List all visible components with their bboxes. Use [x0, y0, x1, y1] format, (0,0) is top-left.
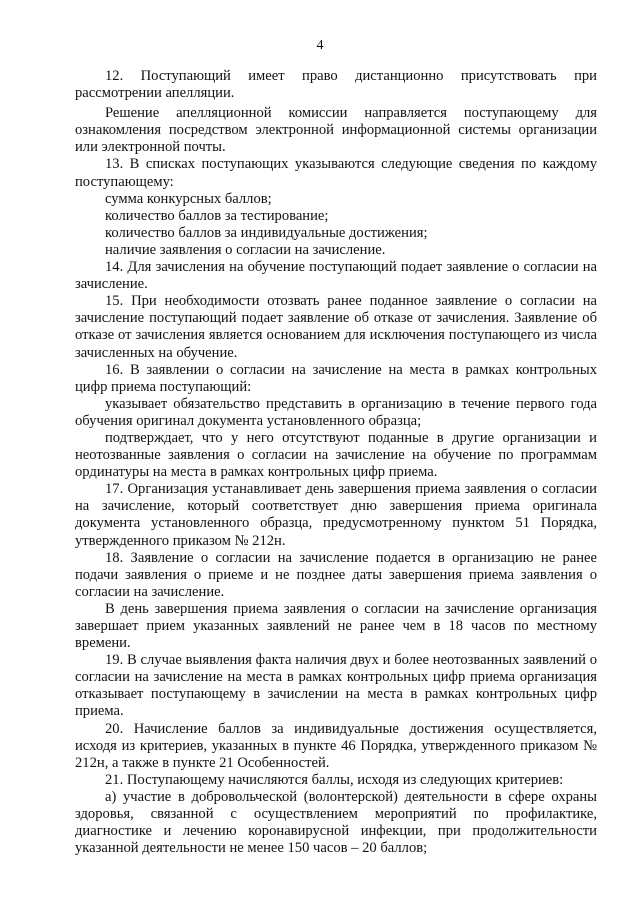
- paragraph-16: 16. В заявлении о согласии на зачисление на места в рамках контрольных цифр приема поступающий:: [75, 361, 597, 395]
- paragraph-16-obligation: указывает обязательство представить в организацию в течение первого года обучения оригинал документа установленного образца;: [75, 395, 597, 429]
- page-number: 4: [316, 38, 324, 53]
- paragraph-20: 20. Начисление баллов за индивидуальные достижения осуществляется, исходя из критериев, указанных в пункте 46 Порядка, утвержденного приказом № 212н, а также в пункте 21 Особенностей.: [75, 720, 597, 771]
- list-item: количество баллов за индивидуальные достижения;: [105, 224, 428, 241]
- paragraph-15: 15. При необходимости отозвать ранее поданное заявление о согласии на зачисление поступающий подает заявление об отказе от зачисления. Заявление об отказе от зачисления является основанием для исключения поступающего из числа зачисленных на обучение.: [75, 293, 597, 361]
- document-body: [75, 68, 597, 857]
- paragraph-14: 14. Для зачисления на обучение поступающий подает заявление о согласии на зачисление.: [75, 259, 597, 293]
- paragraph-18: 18. Заявление о согласии на зачисление подается в организацию не ранее подачи заявления о приеме и не позднее даты завершения приема заявления о согласии на зачисление.: [75, 549, 597, 600]
- paragraph-19: 19. В случае выявления факта наличия двух и более неотозванных заявлений о согласии на зачисление на места в рамках контрольных цифр приема организация отказывает поступающему в зачислении на места в рамках контрольных цифр приема.: [75, 652, 597, 720]
- paragraph-12: 12. Поступающий имеет право дистанционно присутствовать при рассмотрении апелляции.: [75, 68, 597, 102]
- list-item: количество баллов за тестирование;: [105, 207, 329, 224]
- paragraph-21: 21. Поступающему начисляются баллы, исходя из следующих критериев:: [105, 771, 564, 788]
- paragraph-appeal-decision: Решение апелляционной комиссии направляется поступающему для ознакомления посредством электронной информационной системы организации или электронной почты.: [75, 105, 597, 156]
- paragraph-21-a: а) участие в добровольческой (волонтерской) деятельности в сфере охраны здоровья, связанной с осуществлением мероприятий по профилактике, диагностике и лечению коронавирусной инфекции, при продолжительности указанной деятельности не менее 150 часов – 20 баллов;: [75, 788, 597, 857]
- paragraph-13: 13. В списках поступающих указываются следующие сведения по каждому поступающему:: [75, 156, 597, 190]
- paragraph-18-deadline: В день завершения приема заявления о согласии на зачисление организация завершает прием указанных заявлений не ранее чем в 18 часов по местному времени.: [75, 600, 597, 652]
- list-item: сумма конкурсных баллов;: [105, 190, 272, 207]
- paragraph-16-confirmation: подтверждает, что у него отсутствуют поданные в другие организации и неотозванные заявления о согласии на зачисление на обучение по программам ординатуры на места в рамках контрольных цифр приема.: [75, 429, 597, 481]
- paragraph-17: 17. Организация устанавливает день завершения приема заявления о согласии на зачисление, который соответствует дню завершения приема оригинала документа установленного образца, предусмотренному пунктом 51 Порядка, утвержденного приказом № 212н.: [75, 481, 597, 549]
- list-item: наличие заявления о согласии на зачисление.: [105, 241, 386, 258]
